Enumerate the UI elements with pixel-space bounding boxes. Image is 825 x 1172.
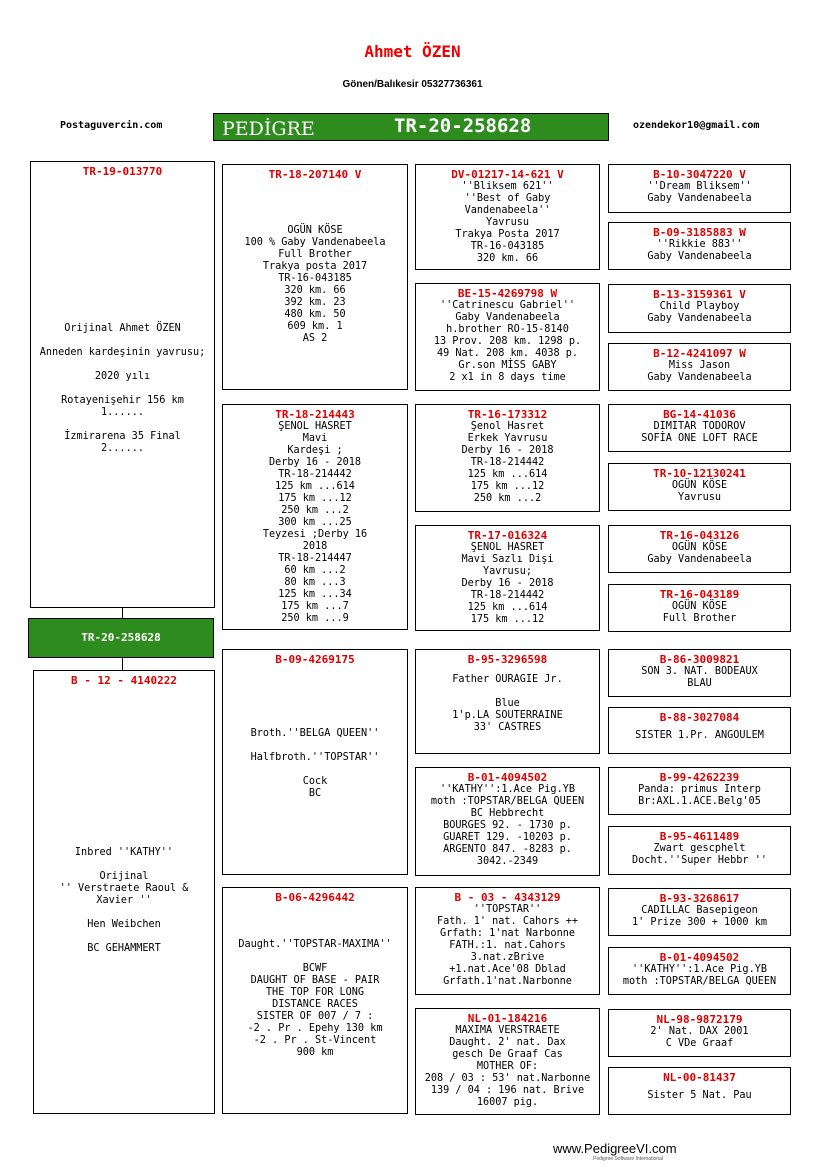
- gen3-ring-6: B-01-4094502: [467, 771, 548, 784]
- gen4-notes-12: Zwart gescphelt Docht.''Super Hebbr '': [632, 843, 767, 866]
- connector-line: [122, 607, 123, 618]
- sire-ring: TR-19-013770: [82, 165, 163, 178]
- gen4-box-12: [608, 826, 791, 875]
- gen3-notes-4: ŞENOL HASRET Mavi Sazlı Dişi Yavrusu; Derby 16 - 2018 TR-18-214442 125 km ...614 175 km ...12: [461, 542, 554, 625]
- gen4-ring-10: B-88-3027084: [659, 711, 740, 724]
- owner-location: Gönen/Balıkesir 05327736361: [342, 79, 483, 90]
- sire-sire-ring: TR-18-207140 V: [268, 168, 362, 181]
- gen4-notes-3: Child Playboy Gaby Vandenabeela: [647, 301, 752, 324]
- dam-box: [33, 670, 215, 1114]
- gen4-ring-14: B-01-4094502: [659, 951, 740, 964]
- gen3-box-3: [415, 404, 600, 512]
- gen4-notes-16: Sister 5 Nat. Pau: [647, 1090, 752, 1101]
- gen4-box-15: [608, 1009, 791, 1057]
- owner-name: Ahmet ÖZEN: [364, 42, 461, 61]
- gen4-box-16: [608, 1067, 791, 1115]
- gen4-box-6: [608, 463, 791, 511]
- gen3-box-6: [415, 767, 600, 876]
- gen4-box-9: [608, 649, 791, 697]
- gen4-ring-15: NL-98-9872179: [656, 1013, 743, 1026]
- gen3-box-4: [415, 525, 600, 631]
- gen3-box-2: [415, 283, 600, 391]
- gen4-box-14: [608, 947, 791, 995]
- gen3-notes-8: MAXIMA VERSTRAETE Daught. 2' nat. Dax gesch De Graaf Cas MOTHER OF: 208 / 03 : 53' nat.Narbonne 139 / 04 : 196 nat. Brive 16007 pig.: [424, 1025, 591, 1108]
- bird-ring-box: TR-20-258628: [28, 618, 214, 658]
- gen4-ring-16: NL-00-81437: [663, 1071, 736, 1084]
- gen4-box-13: [608, 888, 791, 936]
- gen4-box-11: [608, 767, 791, 815]
- gen4-ring-13: B-93-3268617: [659, 892, 740, 905]
- gen4-notes-9: SON 3. NAT. BODEAUX BLAU: [641, 666, 758, 689]
- gen3-notes-7: ''TOPSTAR'' Fath. 1' nat. Cahors ++ Grfath: 1'nat Narbonne FATH.:1. nat.Cahors 3.nat.zBrive +1.nat.Ace'08 Dblad Grfath.1'nat.Narbonne: [436, 904, 579, 987]
- sire-dam-ring: TR-18-214443: [275, 408, 355, 421]
- sire-box: [30, 161, 215, 608]
- gen4-notes-11: Panda: primus Interp Br:AXL.1.ACE.Belg'05: [638, 784, 761, 807]
- gen4-ring-8: TR-16-043189: [659, 588, 740, 601]
- gen3-ring-1: DV-01217-14-621 V: [451, 168, 564, 181]
- sire-dam-notes: ŞENOL HASRET Mavi Kardeşi ; Derby 16 - 2018 TR-18-214442 125 km ...614 175 km ...12 250 km ...2 300 km ...25 Teyzesi ;Derby 16 2018 TR-18-214447 60 km ...2 80 km ...3 125 km ...34 175 km ...7 250 km ...9: [262, 421, 368, 624]
- dam-dam-ring: B-06-4296442: [275, 891, 355, 904]
- gen4-notes-4: Miss Jason Gaby Vandenabeela: [647, 360, 752, 383]
- gen4-ring-7: TR-16-043126: [659, 529, 740, 542]
- dam-dam-notes: Daught.''TOPSTAR-MAXIMA'' BCWF DAUGHT OF BASE - PAIR THE TOP FOR LONG DISTANCE RACES SISTER OF 007 / 7 : -2 . Pr . Epehy 130 km -2 . Pr . St-Vincent 900 km: [238, 939, 392, 1058]
- gen3-box-7: [415, 887, 600, 995]
- header-ring-number: TR-20-258628: [394, 115, 532, 137]
- sire-notes: Orijinal Ahmet ÖZEN Anneden kardeşinin yavrusu; 2020 yılı Rotayenişehir 156 km 1...... İzmirarena 35 Final 2......: [39, 323, 206, 454]
- gen4-notes-7: OGÜN KÖSE Gaby Vandenabeela: [647, 542, 752, 565]
- gen4-ring-9: B-86-3009821: [659, 653, 740, 666]
- dam-ring: B - 12 - 4140222: [71, 674, 177, 687]
- gen3-notes-3: Şenol Hasret Erkek Yavrusu Derby 16 - 2018 TR-18-214442 125 km ...614 175 km ...12 250 km ...2: [461, 421, 554, 504]
- gen4-ring-11: B-99-4262239: [659, 771, 740, 784]
- gen4-box-5: [608, 404, 791, 452]
- gen3-ring-5: B-95-3296598: [467, 653, 548, 666]
- gen4-box-7: [608, 525, 791, 573]
- gen3-notes-6: ''KATHY'':1.Ace Pig.YB moth :TOPSTAR/BELGA QUEEN BC Hebbrecht BOURGES 92. - 1730 p. GUARET 129. -10203 p. ARGENTO 847. -8283 p. 3042.-2349: [430, 784, 585, 867]
- sire-sire-box: [222, 164, 408, 390]
- gen4-ring-2: B-09-3185883 W: [653, 226, 746, 239]
- gen4-ring-5: BG-14-41036: [663, 408, 736, 421]
- gen4-ring-6: TR-10-12130241: [653, 467, 746, 480]
- dam-sire-notes: Broth.''BELGA QUEEN'' Halfbroth.''TOPSTAR'' Cock BC: [250, 728, 380, 799]
- gen4-notes-5: DIMITAR TODOROV SOFİA ONE LOFT RACE: [641, 421, 758, 444]
- gen3-box-8: [415, 1008, 600, 1115]
- gen4-ring-12: B-95-4611489: [659, 830, 740, 843]
- dam-sire-box: [222, 649, 408, 875]
- footer-tagline: Pedigree Software International: [593, 1156, 664, 1162]
- gen3-box-1: [415, 164, 600, 270]
- gen4-box-1: [608, 164, 791, 213]
- gen3-ring-3: TR-16-173312: [467, 408, 548, 421]
- website-label: Postaguvercin.com: [60, 120, 163, 131]
- gen4-box-8: [608, 584, 791, 632]
- footer-brand[interactable]: [553, 1141, 677, 1162]
- connector-line: [122, 658, 123, 670]
- pedigree-header: [213, 113, 609, 141]
- sire-dam-box: [222, 404, 408, 630]
- gen4-notes-10: SISTER 1.Pr. ANGOULEM: [635, 730, 764, 741]
- gen4-box-10: [608, 707, 791, 754]
- gen4-notes-13: CADILLAC Basepigeon 1' Prize 300 + 1000 km: [632, 905, 767, 928]
- gen3-notes-1: ''Bliksem 621'' ''Best of Gaby Vandenabeela'' Yavrusu Trakya Posta 2017 TR-16-043185 320 km. 66: [455, 181, 560, 264]
- dam-dam-box: [222, 887, 408, 1114]
- gen3-box-5: [415, 649, 600, 754]
- dam-sire-ring: B-09-4269175: [275, 653, 355, 666]
- sire-sire-notes: OGÜN KÖSE 100 % Gaby Vandenabeela Full Brother Trakya posta 2017 TR-16-043185 320 km. 66 392 km. 23 480 km. 50 609 km. 1 AS 2: [244, 225, 386, 344]
- gen4-notes-8: OGÜN KÖSE Full Brother: [662, 601, 737, 624]
- email-label: ozendekor10@gmail.com: [633, 120, 760, 131]
- dam-notes: Inbred ''KATHY'' Orijinal '' Verstraete Raoul & Xavier '' Hen Weibchen BC GEHAMMERT: [59, 847, 189, 954]
- gen3-ring-8: NL-01-184216: [467, 1012, 548, 1025]
- gen4-box-3: [608, 284, 791, 333]
- footer-brand-text[interactable]: www.PedigreeVI.com: [553, 1141, 677, 1156]
- gen3-ring-4: TR-17-016324: [467, 529, 548, 542]
- gen4-box-2: [608, 222, 791, 270]
- gen4-notes-1: ''Dream Bliksem'' Gaby Vandenabeela: [647, 181, 752, 204]
- gen4-notes-6: OGÜN KÖSE Yavrusu: [671, 480, 728, 503]
- gen4-ring-3: B-13-3159361 V: [653, 288, 746, 301]
- gen4-box-4: [608, 343, 791, 391]
- gen4-notes-14: ''KATHY'':1.Ace Pig.YB moth :TOPSTAR/BELGA QUEEN: [622, 964, 777, 987]
- gen3-ring-7: B - 03 - 4343129: [454, 891, 561, 904]
- gen4-notes-15: 2' Nat. DAX 2001 C VDe Graaf: [650, 1026, 749, 1049]
- pedigree-label: PEDİGRE: [222, 118, 315, 140]
- gen3-ring-2: BE-15-4269798 W: [457, 287, 558, 300]
- gen4-ring-1: B-10-3047220 V: [653, 168, 746, 181]
- gen3-notes-2: ''Catrinescu Gabriel'' Gaby Vandenabeela h.brother RO-15-8140 13 Prov. 208 km. 1298 p. 49 Nat. 208 km. 4038 p. Gr.son MİSS GABY 2 x1 in 8 days time: [433, 300, 582, 383]
- gen4-ring-4: B-12-4241097 W: [653, 347, 746, 360]
- gen4-notes-2: ''Rikkie 883'' Gaby Vandenabeela: [647, 239, 752, 262]
- gen3-notes-5: Father OURAGIE Jr. Blue 1'p.LA SOUTERRAINE 33' CASTRES: [452, 674, 563, 733]
